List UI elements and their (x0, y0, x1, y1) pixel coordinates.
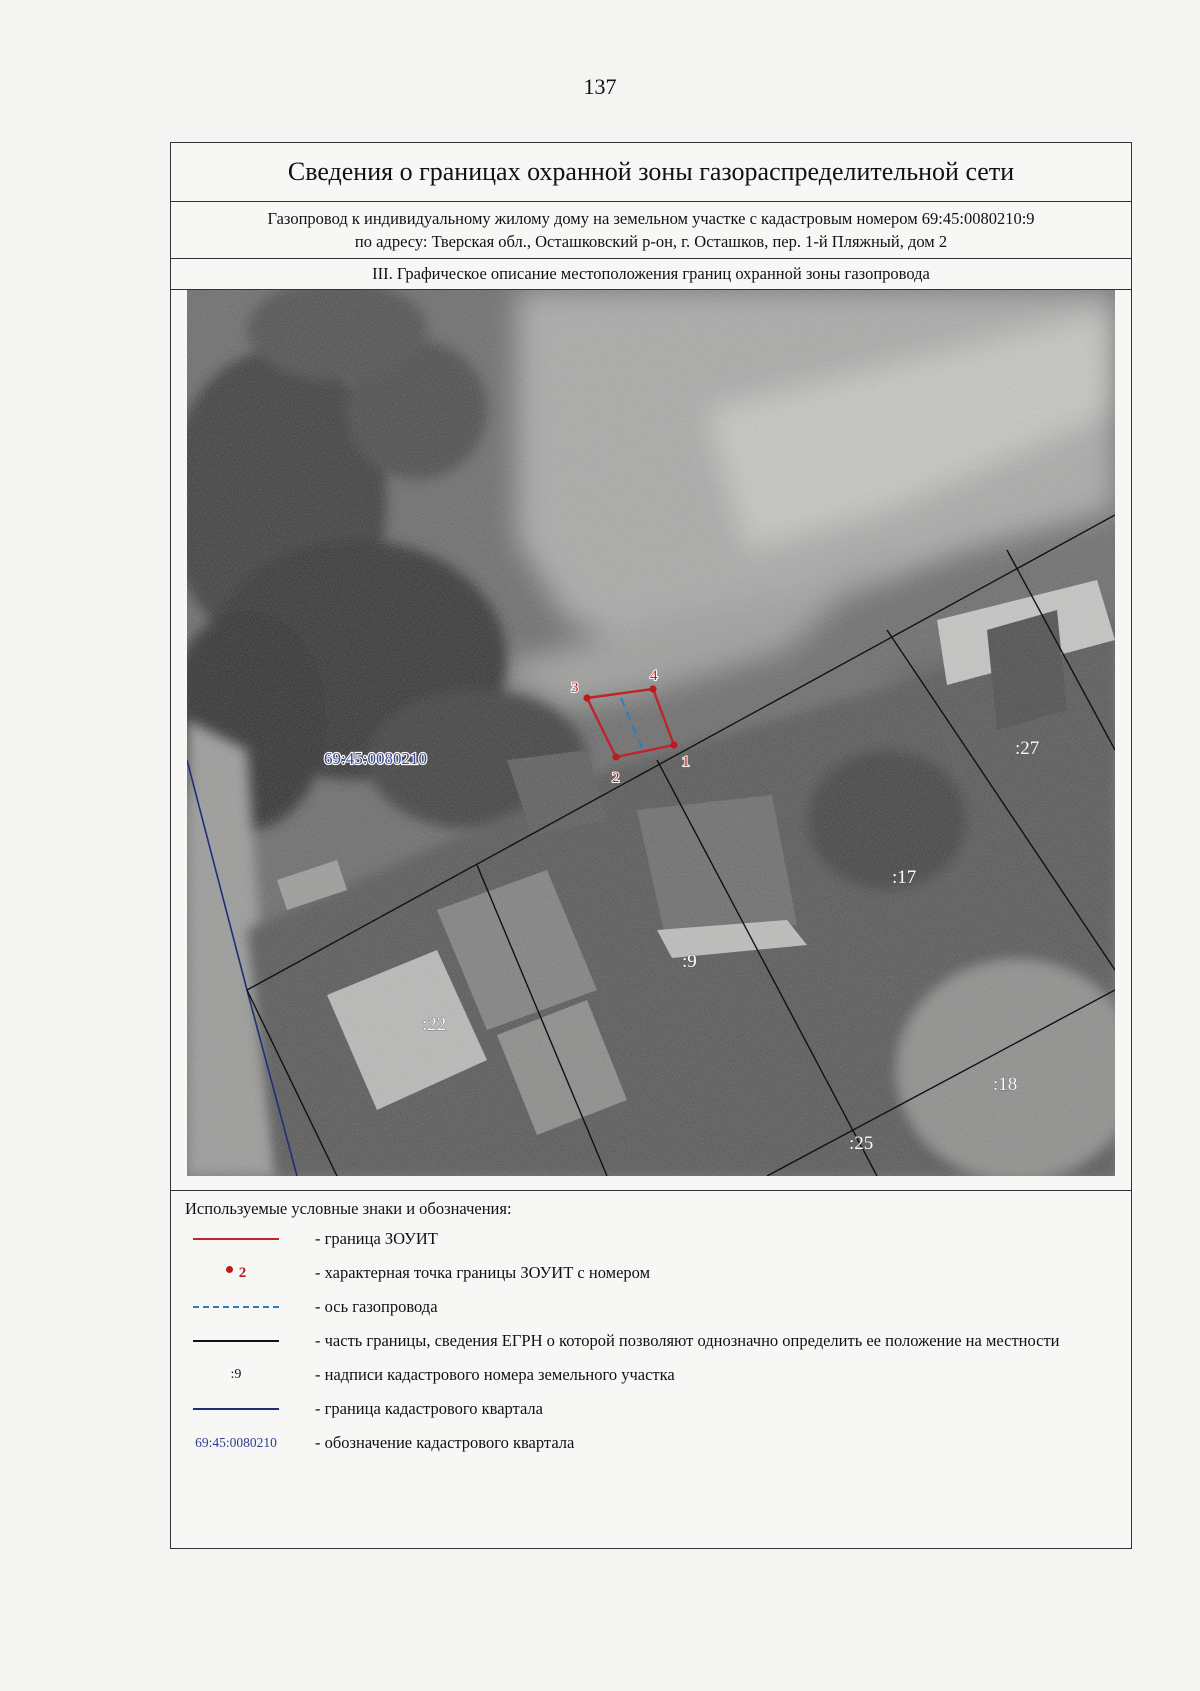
section-heading: III. Графическое описание местоположения границ охранной зоны газопровода (171, 259, 1131, 290)
legend-item-parcel-boundary (171, 1329, 1131, 1354)
legend-item-zone-boundary (171, 1227, 1131, 1252)
document-title: Сведения о границах охранной зоны газораспределительной сети (171, 143, 1131, 202)
zone-point-4 (649, 685, 656, 692)
legend-item-text: - надписи кадастрового номера земельного участка (315, 1365, 675, 1384)
legend (171, 1190, 1131, 1465)
legend-item-text: - обозначение кадастрового квартала (315, 1433, 575, 1452)
page-number: 137 (583, 74, 617, 99)
legend-item-zone-point (171, 1261, 1131, 1286)
map-grain (187, 290, 1115, 1176)
document-frame (170, 142, 1132, 1549)
zone-point-3 (583, 694, 590, 701)
legend-item-quarter-boundary (171, 1397, 1131, 1422)
zone-point-1 (670, 741, 677, 748)
quarter-number-label: 69:45:0080210 (324, 749, 427, 768)
parcel-label-17: :17 (892, 867, 917, 888)
red-point-symbol (226, 1265, 247, 1282)
parcel-number-symbol: :9 (230, 1367, 242, 1382)
parcel-label-25: :25 (849, 1133, 874, 1154)
zone-point-label-2: 2 (612, 770, 620, 786)
navy-line-symbol (193, 1408, 279, 1410)
object-description-line-2: по адресу: Тверская обл., Осташковский р-он, г. Осташков, пер. 1-й Пляжный, дом 2 (354, 232, 948, 251)
red-line-symbol (193, 1238, 279, 1240)
legend-item-text: - ось газопровода (315, 1297, 438, 1316)
zone-point-2 (612, 753, 619, 760)
quarter-number-symbol: 69:45:0080210 (195, 1435, 277, 1450)
zone-point-label-4: 4 (650, 668, 658, 684)
aerial-map (187, 290, 1115, 1176)
legend-item-text: - граница кадастрового квартала (315, 1399, 543, 1418)
parcel-label-27: :27 (1015, 738, 1040, 759)
parcel-label-18: :18 (993, 1074, 1018, 1095)
black-line-symbol (193, 1340, 279, 1342)
legend-item-text: - часть границы, сведения ЕГРН о которой позволяют однозначно определить ее положение на местности (315, 1331, 1060, 1350)
legend-item-gas-axis (171, 1295, 1131, 1320)
blue-dashed-line-symbol (193, 1306, 279, 1308)
parcel-label-9: :9 (682, 951, 697, 972)
legend-item-quarter-number (171, 1431, 1131, 1456)
point-number: 2 (238, 1264, 247, 1281)
map-svg (187, 290, 1115, 1176)
object-description-line-1: Газопровод к индивидуальному жилому дому на земельном участке с кадастровым номером 69:45:0080210:9 (267, 209, 1035, 228)
legend-item-parcel-number (171, 1363, 1131, 1388)
legend-item-text: - граница ЗОУИТ (315, 1229, 438, 1248)
parcel-label-22: :22 (422, 1014, 447, 1035)
legend-title: Используемые условные знаки и обозначения: (185, 1199, 512, 1218)
legend-item-text: - характерная точка границы ЗОУИТ с номером (315, 1263, 651, 1282)
object-description (171, 202, 1131, 259)
zone-point-label-3: 3 (571, 680, 579, 696)
point-dot-icon (226, 1266, 233, 1273)
zone-point-label-1: 1 (682, 754, 690, 770)
